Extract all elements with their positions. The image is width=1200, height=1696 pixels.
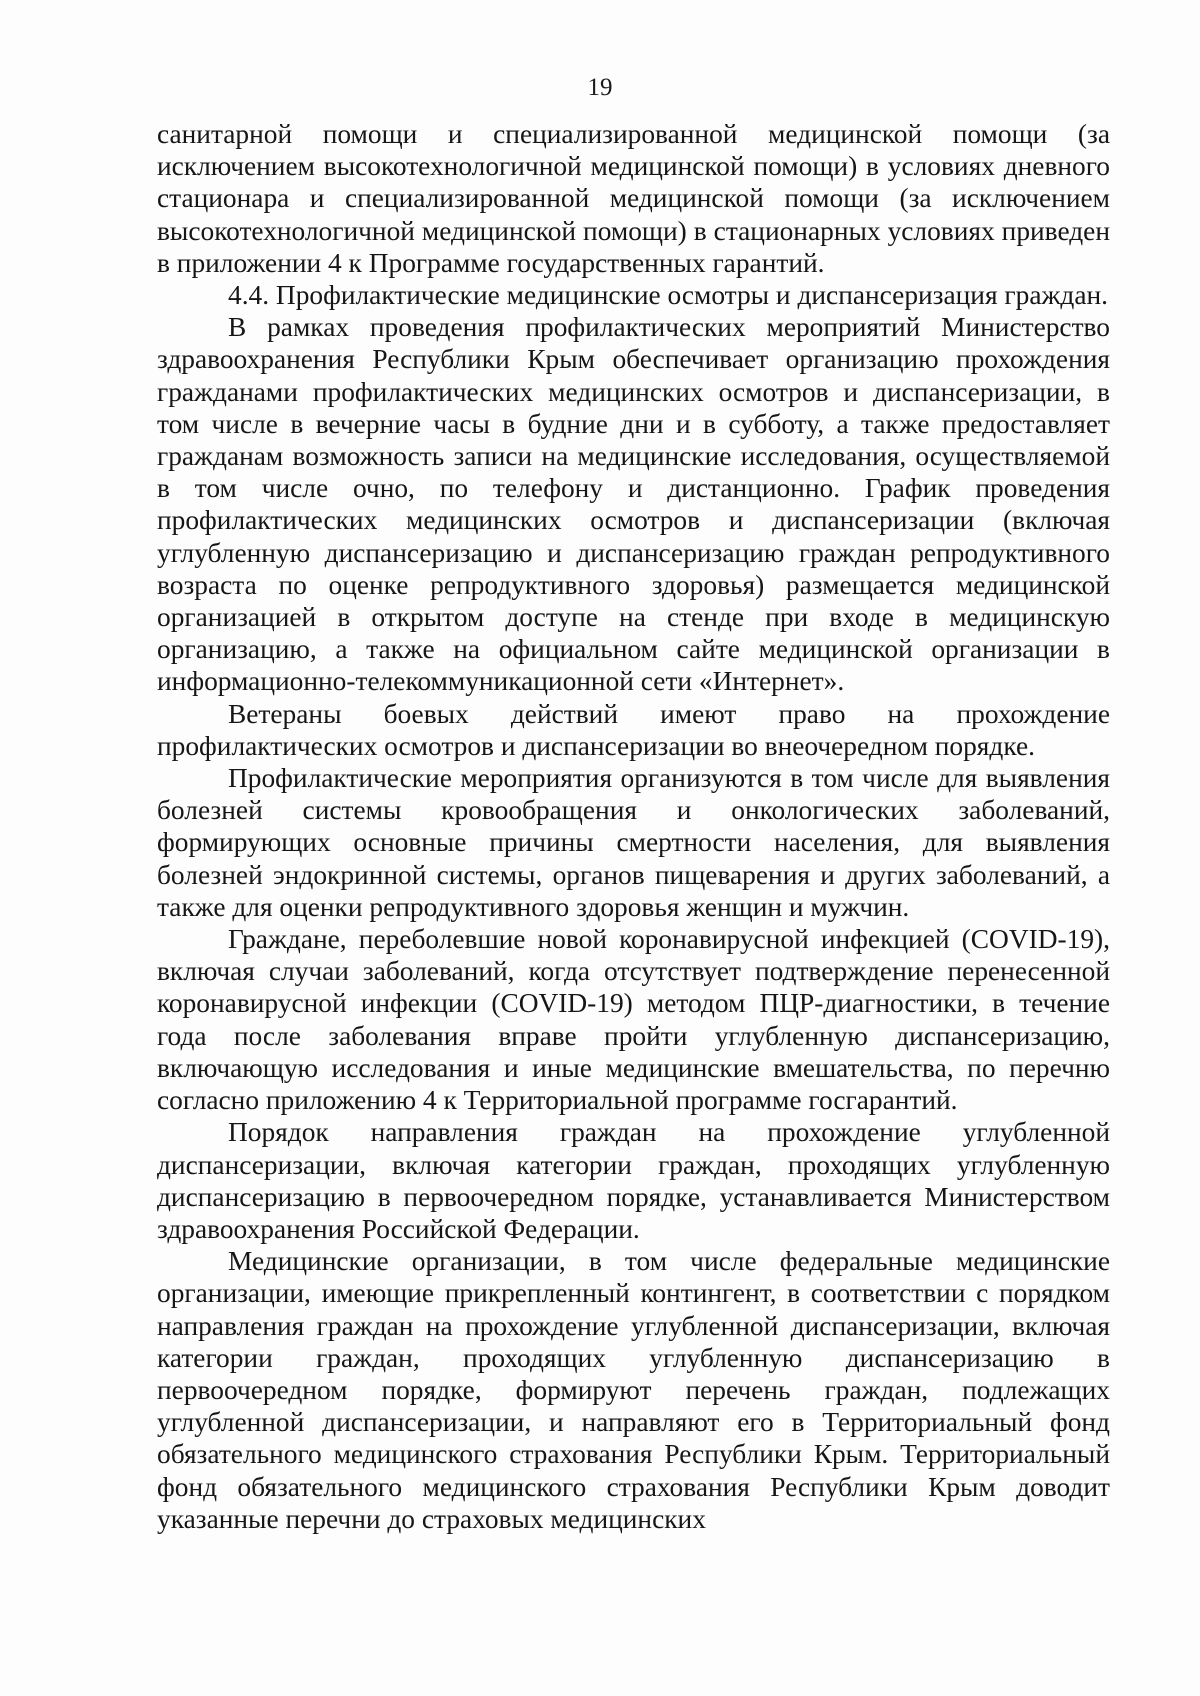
- document-body: [157, 118, 1110, 1535]
- paragraph: Медицинские организации, в том числе федеральные медицинские организации, имеющие прикрепленный контингент, в соответствии с порядком направления граждан на прохождение углубленной диспансеризации, включая категории граждан, проходящих углубленную диспансеризацию в первоочередном порядке, формируют перечень граждан, подлежащих углубленной диспансеризации, и направляют его в Территориальный фонд обязательного медицинского страхования Республики Крым. Территориальный фонд обязательного медицинского страхования Республики Крым доводит указанные перечни до страховых медицинских: [157, 1246, 1110, 1534]
- paragraph: Порядок направления граждан на прохождение углубленной диспансеризации, включая категории граждан, проходящих углубленную диспансеризацию в первоочередном порядке, устанавливается Министерством здравоохранения Российской Федерации.: [157, 1117, 1110, 1244]
- paragraph: В рамках проведения профилактических мероприятий Министерство здравоохранения Республики Крым обеспечивает организацию прохождения гражданами профилактических медицинских осмотров и диспансеризации, в том числе в вечерние часы в будние дни и в субботу, а также предоставляет гражданам возможность записи на медицинские исследования, осуществляемой в том числе очно, по телефону и дистанционно. График проведения профилактических медицинских осмотров и диспансеризации (включая углубленную диспансеризацию и диспансеризацию граждан репродуктивного возраста по оценке репродуктивного здоровья) размещается медицинской организацией в открытом доступе на стенде при входе в медицинскую организацию, а также на официальном сайте медицинской организации в информационно-телекоммуникационной сети «Интернет».: [157, 312, 1110, 697]
- page-number: 19: [587, 74, 613, 101]
- paragraph-continuation: санитарной помощи и специализированной медицинской помощи (за исключением высокотехнологичной медицинской помощи) в условиях дневного стационара и специализированной медицинской помощи (за исключением высокотехнологичной медицинской помощи) в стационарных условиях приведен в приложении 4 к Программе государственных гарантий.: [157, 119, 1110, 278]
- paragraph: Граждане, переболевшие новой коронавирусной инфекцией (COVID-19), включая случаи заболеваний, когда отсутствует подтверждение перенесенной коронавирусной инфекции (COVID-19) методом ПЦР-диагностики, в течение года после заболевания вправе пройти углубленную диспансеризацию, включающую исследования и иные медицинские вмешательства, по перечню согласно приложению 4 к Территориальной программе госгарантий.: [157, 924, 1110, 1116]
- section-heading-4-4: 4.4. Профилактические медицинские осмотры и диспансеризация граждан.: [228, 280, 1109, 311]
- paragraph: Ветераны боевых действий имеют право на прохождение профилактических осмотров и диспансеризации во внеочередном порядке.: [157, 698, 1110, 761]
- paragraph: Профилактические мероприятия организуются в том числе для выявления болезней системы кровообращения и онкологических заболеваний, формирующих основные причины смертности населения, для выявления болезней эндокринной системы, органов пищеварения и других заболеваний, а также для оценки репродуктивного здоровья женщин и мужчин.: [157, 763, 1110, 922]
